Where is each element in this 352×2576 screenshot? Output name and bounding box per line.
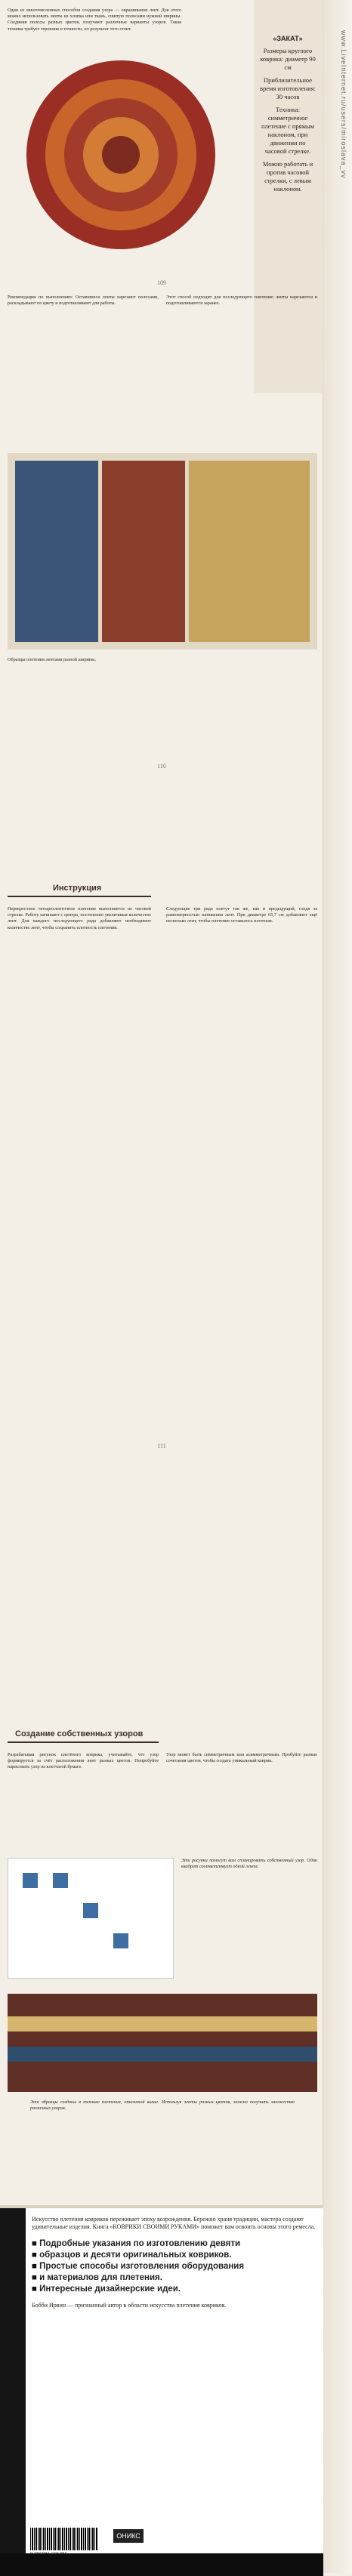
heading-rule [8,1741,159,1743]
patterns-left: Разрабатывая рисунок плетёного коврика, учитывайте, что узор формируется за счёт расположения лент разных цветов. Попробуйте нарисовать узор на клетчатой бумаге. [8,1752,159,1770]
page-number: 109 [157,279,166,286]
feature-item: ■ образцов и десяти оригинальных ковриков. [32,2250,319,2261]
author-note: Бобби Ирвин — признанный автор в области искусства плетения ковриков. [32,2302,227,2309]
feature-item: ■ Подробные указания по изготовлению девяти [32,2238,319,2250]
sample-caption: Эти образцы созданы в технике плетения, описанной выше. Используя ленты разных цветов, можно получить множество различных узоров. [30,2099,295,2112]
grid-caption: Эти рисунки помогут вам спланировать собственный узор. Один квадрат соответствует одной ленте. [181,1858,317,1870]
instructions-heading: Инструкция [53,884,102,893]
project-technique: Техника: симметричное плетение с прямым наклоном, при движении по часовой стрелке. [261,106,315,155]
patterns-right: Узор может быть симметричным или асимметричным. Пробуйте разные сочетания цветов, чтобы создать уникальный коврик. [166,1752,317,1764]
barcode [30,2528,98,2550]
caption-right: Этот способ подходит для последующего плетения: ленты нарезаются и подготавливаются заранее. [166,295,317,307]
cover-left-rail [0,2208,26,2576]
feature-item: ■ Интересные дизайнерские идеи. [32,2284,319,2295]
pattern-grid [8,1858,174,1979]
project-size: Размеры круглого коврика: диаметр 90 см [260,47,316,71]
page-number: 110 [157,763,166,770]
instructions-right: Следующие три ряда плетут так же, как и предыдущий, следя за равномерностью натяжения лент. При диаметре 65,7 см добавляют ещё несколько лент, чтобы плетение оставалось плотным. [166,906,317,924]
spread-2 [0,755,352,1435]
heading-rule [8,896,151,897]
woven-sample-photo [8,1994,317,2092]
cover-intro: Искусство плетения ковриков переживает эпоху возрождения. Бережно храня традиции, мастера создают удивительные изделия. Книга «КОВРИКИ СВОИМИ РУКАМИ» поможет вам освоить основы этого ремесла. [32,2216,316,2230]
intro-text: Один из многочисленных способов создания узора — окрашивание лент. Для этого можно использовать ленты из хлопка или ткань, сшитую полосами нужной ширины. Соединяя полосы разных цветов, получают различные варианты узоров. Такая техника требует терпения и точности, но результат того стоит. [8,8,181,32]
feature-list [32,2238,319,2295]
spread-3 [0,1435,352,2205]
feature-item: ■ и материалов для плетения. [32,2272,319,2284]
feature-item: ■ Простые способы изготовления оборудования [32,2261,319,2272]
patterns-heading: Создание собственных узоров [15,1729,144,1738]
spread-1 [0,0,352,755]
project-alt-technique: Можно работать и против часовой стрелки, с левым наклоном. [262,160,313,193]
side-url: www.LiveInternet.ru/users/miroslava_vv [340,30,347,179]
project-time: Приблизительное время изготовления: 30 часов [260,76,316,100]
project-title: «ЗАКАТ» [273,35,303,42]
project-info-box [254,0,322,393]
instructions-left: Перекрестное четырехленточное плетение выполняется по часовой стрелке. Работу начинают с центра, постепенно увеличивая количество лент. Для каждого последующего ряда добавляют необходимое количество лент, чтобы сохранить плотность плетения. [8,906,151,930]
page-number: 111 [157,1442,166,1449]
book-back-cover [0,2205,323,2576]
publisher-logo: ОНИКС [113,2529,144,2543]
photo-caption: Образцы плетения лентами разной ширины. [8,657,97,662]
strips-photo [8,453,317,649]
cover-text [32,2216,319,2309]
caption-left: Рекомендации по выполнению: Оставшиеся ленты нарезают полосами, раскладывают по цвету и подготавливают для работы. [8,295,159,307]
round-rug-photo [8,53,234,257]
